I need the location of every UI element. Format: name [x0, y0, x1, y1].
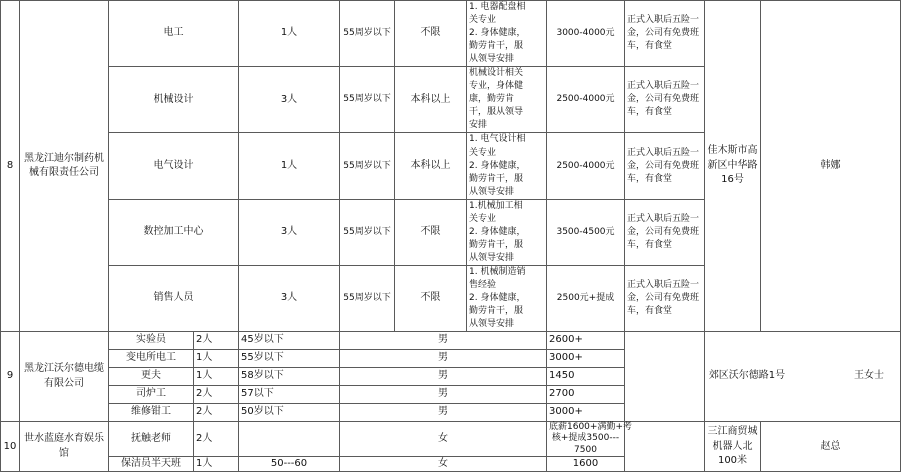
job-gender: 男 — [340, 404, 547, 422]
job-salary: 2500-4000元 — [547, 67, 625, 133]
company-number: 8 — [1, 1, 20, 332]
job-benefits: 正式入职后五险一 金，公司有免费班 车，有食堂 — [625, 265, 705, 331]
job-count: 2人 — [194, 386, 239, 404]
job-age: 57以下 — [239, 386, 340, 404]
job-education: 不限 — [395, 1, 467, 67]
table-row — [1, 332, 901, 350]
job-salary: 3500-4500元 — [547, 199, 625, 265]
job-age: 55周岁以下 — [340, 1, 395, 67]
job-age: 55周岁以下 — [340, 133, 395, 199]
job-salary: 2700 — [547, 386, 625, 404]
job-title: 司炉工 — [109, 386, 194, 404]
job-age: 58岁以下 — [239, 368, 340, 386]
job-count: 1人 — [194, 456, 239, 472]
job-gender: 男 — [340, 332, 547, 350]
job-age: 55岁以下 — [239, 350, 340, 368]
job-salary: 2500元+提成 — [547, 265, 625, 331]
job-education: 本科以上 — [395, 67, 467, 133]
job-count: 1人 — [239, 133, 340, 199]
job-benefits: 正式入职后五险一 金，公司有免费班 车，有食堂 — [625, 199, 705, 265]
job-title: 保洁员半天班 — [109, 456, 194, 472]
job-count: 2人 — [194, 404, 239, 422]
company-number: 10 — [1, 422, 20, 472]
job-count: 3人 — [239, 67, 340, 133]
job-requirement: 1.机械加工相 关专业 2. 身体健康， 勤劳肯干，服 从领导安排 — [467, 199, 547, 265]
job-age: 50---60 — [239, 456, 340, 472]
job-title: 实验员 — [109, 332, 194, 350]
job-benefits: 正式入职后五险一 金，公司有免费班 车，有食堂 — [625, 67, 705, 133]
job-title: 变电所电工 — [109, 350, 194, 368]
job-salary: 3000+ — [547, 350, 625, 368]
job-age: 45岁以下 — [239, 332, 340, 350]
job-benefits: 正式入职后五险一 金，公司有免费班 车，有食堂 — [625, 1, 705, 67]
job-age: 50岁以下 — [239, 404, 340, 422]
job-count: 1人 — [239, 1, 340, 67]
job-title: 电工 — [109, 1, 239, 67]
job-salary: 2600+ — [547, 332, 625, 350]
job-gender: 男 — [340, 386, 547, 404]
job-gender: 女 — [340, 456, 547, 472]
job-gender: 男 — [340, 368, 547, 386]
company-address: 郊区沃尔德路1号 — [708, 370, 786, 382]
job-salary: 2500-4000元 — [547, 133, 625, 199]
company-contact: 赵总 — [761, 422, 901, 472]
job-benefits: 正式入职后五险一 金，公司有免费班 车，有食堂 — [625, 133, 705, 199]
job-education: 不限 — [395, 199, 467, 265]
job-count: 1人 — [194, 350, 239, 368]
job-requirement: 1. 电器配盘相 关专业 2. 身体健康， 勤劳肯干，服 从领导安排 — [467, 1, 547, 67]
job-age: 55周岁以下 — [340, 199, 395, 265]
job-count: 2人 — [194, 422, 239, 457]
company-name: 黑龙江沃尔德电缆有限公司 — [20, 332, 109, 422]
job-count: 3人 — [239, 265, 340, 331]
job-count: 1人 — [194, 368, 239, 386]
table-row — [1, 1, 901, 67]
job-title: 机械设计 — [109, 67, 239, 133]
table-row — [1, 422, 901, 457]
job-title: 销售人员 — [109, 265, 239, 331]
job-gender: 男 — [340, 350, 547, 368]
job-age — [239, 422, 340, 457]
job-requirement: 1. 机械制造销 售经验 2. 身体健康， 勤劳肯干，服 从领导安排 — [467, 265, 547, 331]
company-address: 佳木斯市高新区中华路16号 — [705, 1, 761, 332]
job-gender: 女 — [340, 422, 547, 457]
job-count: 3人 — [239, 199, 340, 265]
job-age: 55周岁以下 — [340, 67, 395, 133]
job-salary: 3000-4000元 — [547, 1, 625, 67]
company-contact: 韩娜 — [761, 1, 901, 332]
job-salary: 3000+ — [547, 404, 625, 422]
company-name: 黑龙江迪尔制药机械有限责任公司 — [20, 1, 109, 332]
company-address-contact-cell — [705, 332, 901, 422]
company-name: 世水蓝庭水育娱乐馆 — [20, 422, 109, 472]
job-salary: 1450 — [547, 368, 625, 386]
job-education: 不限 — [395, 265, 467, 331]
job-education: 本科以上 — [395, 133, 467, 199]
company-contact: 王女士 — [854, 370, 884, 382]
company-number: 9 — [1, 332, 20, 422]
job-requirement: 1. 电气设计相 关专业 2. 身体健康， 勤劳肯干，服 从领导安排 — [467, 133, 547, 199]
job-salary: 底薪1600+满勤+考 核+提成3500--- 7500 — [547, 422, 625, 457]
job-title: 数控加工中心 — [109, 199, 239, 265]
job-salary: 1600 — [547, 456, 625, 472]
job-title: 抚触老师 — [109, 422, 194, 457]
job-title: 维修钳工 — [109, 404, 194, 422]
job-count: 2人 — [194, 332, 239, 350]
company-address: 三江商贸城机器人北100米 — [705, 422, 761, 472]
company-address-spacer — [625, 422, 705, 472]
job-title: 更夫 — [109, 368, 194, 386]
job-title: 电气设计 — [109, 133, 239, 199]
company-address-spacer — [625, 332, 705, 422]
job-requirement: 机械设计相关 专业，身体健 康，勤劳肯 干，服从领导 安排 — [467, 67, 547, 133]
job-age: 55周岁以下 — [340, 265, 395, 331]
